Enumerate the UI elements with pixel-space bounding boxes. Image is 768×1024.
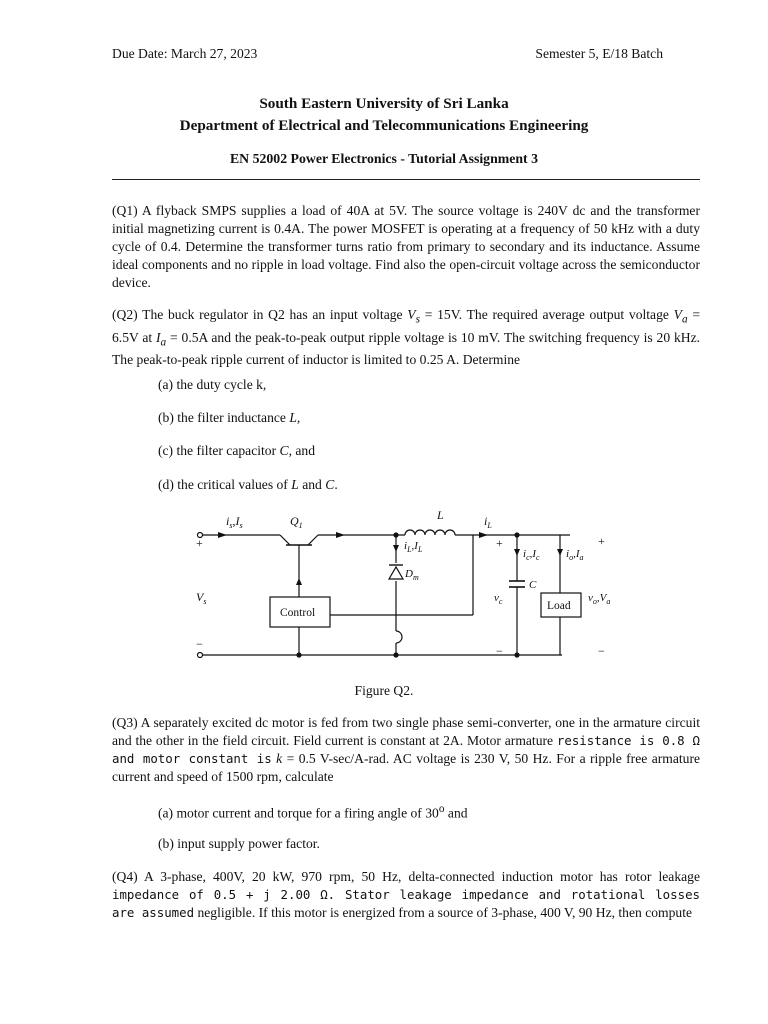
- figure-caption: Figure Q2.: [354, 683, 414, 698]
- q2-d-symbol-2: C: [325, 477, 335, 492]
- label-vc-minus: −: [496, 644, 503, 658]
- label-input-minus: −: [196, 637, 203, 651]
- q2-part-c: [158, 443, 315, 459]
- q2-b-text: (b) the filter inductance: [158, 410, 290, 425]
- question-4: [112, 868, 700, 922]
- q2-va-symbol: V: [673, 307, 682, 322]
- q2-d-end: .: [334, 477, 338, 492]
- q2-b-end: ,: [296, 410, 301, 425]
- label-io: $i_o,I_a$: [566, 548, 584, 562]
- header-divider: [112, 179, 700, 180]
- q3-text-mono: resistance is 0.8 Ω and motor constant is: [112, 733, 700, 766]
- q2-text-4: = 0.5A and the peak-to-peak output ripple voltage is 10 mV. The switching frequency is 20 kHz. The peak-to-peak ripple current of inductor is limited to 0.25 A. Determine: [112, 329, 700, 368]
- label-vo-minus: −: [598, 644, 605, 658]
- current-arrow-capacitor: [514, 549, 520, 556]
- q2-text-1: (Q2) The buck regulator in Q2 has an input voltage: [112, 307, 408, 322]
- current-arrow-switch: [336, 532, 345, 538]
- label-vo-plus: +: [598, 534, 605, 548]
- q3-text-2: = 0.5 V-sec/A-rad. AC voltage is 230 V, 50 Hz. For a ripple free armature current and speed of 1500 rpm, calculate: [112, 751, 701, 784]
- label-inductor: L: [437, 508, 444, 522]
- label-vo-va: $v_o,V_a$: [588, 592, 611, 606]
- transistor-collector: [280, 535, 290, 545]
- label-dm: $D_m$: [405, 568, 419, 582]
- label-is: $i_s,I_s$: [226, 514, 243, 530]
- q3-a-degree: o: [438, 803, 445, 815]
- label-il-IL: $i_L,I_L$: [404, 540, 423, 554]
- q2-text-2: = 15V. The required average output voltage: [420, 307, 674, 322]
- label-vc-plus: +: [496, 536, 503, 550]
- label-capacitor: C: [529, 579, 537, 591]
- label-control: Control: [280, 607, 316, 619]
- q3-text-1: (Q3) A separately excited dc motor is fed from two single phase semi-converter, one in the armature circuit and the other in the field circuit. Field current is constant at 2A. Motor armature: [112, 715, 700, 748]
- q2-part-d: [158, 477, 338, 493]
- junction-cap-top: [514, 532, 519, 537]
- junction-cap-ground: [514, 652, 519, 657]
- course-title: EN 52002 Power Electronics - Tutorial Assignment 3: [229, 151, 538, 166]
- q2-vs-symbol: V: [407, 307, 416, 322]
- q2-part-b: [158, 410, 300, 426]
- q4-text-2: negligible. If this motor is energized from a source of 3-phase, 400 V, 90 Hz, then compute: [194, 905, 693, 920]
- input-terminal-minus: [198, 653, 203, 658]
- label-q1: $Q_1$: [290, 514, 303, 530]
- current-arrow-il: [393, 545, 399, 552]
- q3-a-text: (a) motor current and torque for a firing angle of 30: [158, 805, 439, 821]
- q2-text-3: = 6.5V at: [112, 307, 701, 345]
- transistor-emitter: [308, 535, 318, 545]
- university-title: South Eastern University of Sri Lanka: [259, 95, 509, 112]
- label-vc: $v_c$: [494, 592, 503, 606]
- label-il: $i_L$: [484, 514, 492, 530]
- question-3: [112, 714, 700, 786]
- q2-b-symbol: L: [289, 410, 297, 425]
- inductor-coil: [405, 530, 455, 535]
- current-arrow-output: [479, 532, 488, 538]
- q3-a-end: and: [444, 805, 468, 821]
- junction-switch: [393, 532, 398, 537]
- q2-d-text: (d) the critical values of: [158, 477, 292, 492]
- q3-part-a: [158, 803, 468, 822]
- junction-diode-ground: [393, 652, 398, 657]
- q2-c-end: , and: [288, 443, 316, 458]
- q3-part-b: (b) input supply power factor.: [158, 836, 320, 851]
- semester-batch: Semester 5, E/18 Batch: [535, 46, 663, 61]
- label-vs: $V_s$: [196, 590, 207, 606]
- q2-part-a: (a) the duty cycle k,: [158, 377, 267, 392]
- q2-c-symbol: C: [279, 443, 289, 458]
- q2-d-mid: and: [298, 477, 326, 492]
- question-2: [112, 306, 700, 369]
- diode-triangle: [389, 567, 403, 579]
- q2-c-text: (c) the filter capacitor: [158, 443, 280, 458]
- label-ic: $i_c,I_c$: [523, 548, 540, 562]
- current-arrow-input: [218, 532, 227, 538]
- q2-d-symbol-1: L: [291, 477, 299, 492]
- question-1: (Q1) A flyback SMPS supplies a load of 40A at 5V. The source voltage is 240V dc and the transformer initial magnetizing current is 0.4A. The power MOSFET is operating at a frequency of 50 kHz with a duty cycle of 0.4. Determine the transformer turns ratio from primary to secondary and its inductance. Assume ideal components and no ripple in load voltage. Find also the open-circuit voltage across the semiconductor device.: [112, 203, 700, 290]
- current-arrow-load: [557, 549, 563, 556]
- label-input-plus: +: [196, 536, 203, 550]
- due-date: Due Date: March 27, 2023: [112, 46, 258, 61]
- label-load: Load: [547, 600, 571, 612]
- q2-ia-subscript: a: [160, 336, 167, 349]
- wire-crossover: [396, 631, 402, 643]
- q4-text-mono: impedance of 0.5 + j 2.00 Ω. Stator leakage impedance and rotational losses are assumed: [112, 887, 700, 920]
- buck-regulator-circuit: [190, 505, 620, 670]
- q2-vs-subscript: s: [415, 313, 421, 326]
- q2-va-subscript: a: [681, 313, 688, 326]
- q2-ia-symbol: I: [156, 329, 161, 345]
- q4-text-1: (Q4) A 3-phase, 400V, 20 kW, 970 rpm, 50 Hz, delta-connected induction motor has rotor leakage: [112, 869, 700, 884]
- department-title: Department of Electrical and Telecommunications Engineering: [179, 117, 589, 134]
- q3-k-symbol: k: [276, 751, 283, 766]
- control-arrow: [296, 578, 302, 585]
